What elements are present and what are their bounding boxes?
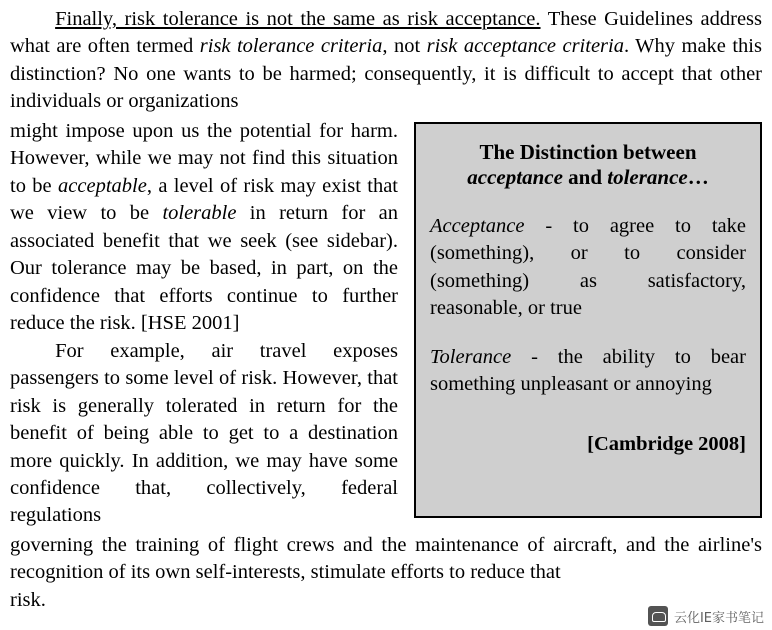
sidebar-definition-acceptance xyxy=(430,213,746,322)
tail-paragraph-last-line: risk. xyxy=(10,588,46,611)
wrap-region xyxy=(10,118,762,530)
intro-italic-1: risk tolerance criteria xyxy=(199,35,383,58)
sidebar-title-and: and xyxy=(562,165,608,190)
intro-italic-2: risk acceptance criteria xyxy=(426,35,624,58)
sidebar-definition-tolerance xyxy=(430,344,746,399)
watermark xyxy=(648,606,764,626)
sidebar-title-ellipsis: … xyxy=(687,165,709,190)
sidebar-definition-acceptance-text: - to agree to take (something), or to consider (something) as satisfactory, reasonable, or true xyxy=(430,215,746,319)
watermark-text: 云化IE家书笔记 xyxy=(673,610,764,626)
sidebar-citation: [Cambridge 2008] xyxy=(587,432,746,455)
sidebar-title xyxy=(430,140,746,191)
sidebar-callout xyxy=(414,122,762,518)
intro-rest-1: These Guidelines address what are often termed xyxy=(10,8,763,58)
intro-rest-2: , not xyxy=(382,35,427,58)
sidebar-title-line-2 xyxy=(430,165,746,191)
body-italic-tolerable: tolerable xyxy=(162,202,237,225)
sidebar-definition-tolerance-text: - the ability to bear something unpleasant or annoying xyxy=(430,346,746,396)
sidebar-title-italic-acceptance: acceptance xyxy=(467,165,563,190)
wechat-logo-icon xyxy=(648,606,668,626)
body-paragraph-1-part-a: might impose upon us the potential for harm. However, while we may not find this situation to be xyxy=(10,119,398,197)
sidebar-term-acceptance: Acceptance xyxy=(430,215,525,238)
intro-rest-3: . Why make this distinction? No one wants to be harmed; consequently, it is difficult to accept that other individuals or organizations xyxy=(10,35,762,113)
body-italic-acceptable: acceptable xyxy=(58,174,147,197)
tail-paragraph xyxy=(10,532,762,614)
body-paragraph-1-part-b: , a level of risk may exist that we view to be xyxy=(10,174,398,225)
intro-lead-underlined: Finally, risk tolerance is not the same as risk acceptance. xyxy=(55,8,541,30)
intro-paragraph xyxy=(10,6,762,116)
body-paragraph-1-part-c: in return for an associated benefit that we seek (see sidebar). Our tolerance may be based, in part, on the confidence that efforts continue to further reduce the risk. [HSE 2001] xyxy=(10,202,398,335)
sidebar-title-italic-tolerance: tolerance xyxy=(607,165,688,190)
sidebar-title-line-1: The Distinction between xyxy=(479,139,697,164)
body-paragraph-2: For example, air travel exposes passengers to some level of risk. However, that risk is generally tolerated in return for the benefit of being able to get to a destination more quickly. In addition, we may have some confidence that, collectively, federal regulations xyxy=(10,339,398,527)
tail-paragraph-text: governing the training of flight crews and the maintenance of aircraft, and the airline's recognition of its own self-interests, stimulate efforts to reduce that xyxy=(10,533,762,584)
sidebar-term-tolerance: Tolerance xyxy=(430,346,512,369)
